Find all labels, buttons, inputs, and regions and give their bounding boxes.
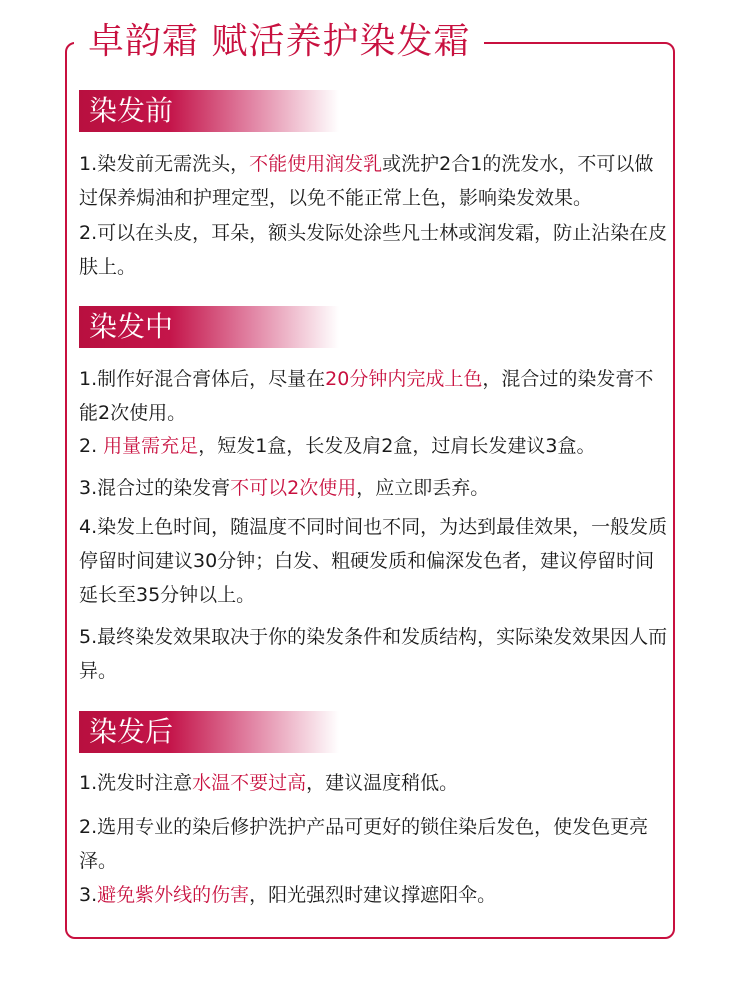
instruction-item: 5.最终染发效果取决于你的染发条件和发质结构，实际染发效果因人而异。: [79, 626, 668, 682]
instruction-item: 3.混合过的染发膏不可以2次使用，应立即丢弃。: [79, 477, 490, 499]
instruction-item: 1.洗发时注意水温不要过高，建议温度稍低。: [79, 772, 459, 794]
instruction-item: 2.可以在头皮，耳朵，额头发际处涂些凡士林或润发霜，防止沾染在皮肤上。: [79, 222, 668, 278]
section-heading-during: [79, 306, 339, 348]
instruction-item: 3.避免紫外线的伤害，阳光强烈时建议撑遮阳伞。: [79, 884, 497, 906]
section-heading-label: 染发前: [89, 94, 174, 127]
page-title: 卓韵霜 赋活养护染发霜: [88, 21, 471, 62]
instruction-item: 1.制作好混合膏体后，尽量在20分钟内完成上色，混合过的染发膏不能2次使用。: [79, 368, 654, 424]
instruction-item: 2.选用专业的染后修护洗护产品可更好的锁住染后发色，使发色更亮泽。: [79, 816, 649, 872]
section-heading-after: [79, 711, 339, 753]
instruction-item: 4.染发上色时间，随温度不同时间也不同，为达到最佳效果，一般发质停留时间建议30分钟；白发、粗硬发质和偏深发色者，建议停留时间延长至35分钟以上。: [79, 516, 668, 606]
highlight-text: 用量需充足: [103, 435, 199, 457]
section-heading-label: 染发后: [89, 715, 174, 748]
section-heading-before: [79, 90, 339, 132]
highlight-text: 避免紫外线的伤害: [97, 884, 250, 906]
highlight-text: 20分钟内完成上色: [325, 368, 483, 390]
title-wrap: [74, 14, 484, 70]
section-heading-label: 染发中: [89, 310, 174, 343]
highlight-text: 不能使用润发乳: [249, 153, 383, 175]
instruction-item: 2. 用量需充足，短发1盒，长发及肩2盒，过肩长发建议3盒。: [79, 435, 596, 457]
instruction-item: 1.染发前无需洗头，不能使用润发乳或洗护2合1的洗发水，不可以做过保养焗油和护理定型，以免不能正常上色，影响染发效果。: [79, 153, 654, 209]
highlight-text: 不可以2次使用: [230, 477, 357, 499]
highlight-text: 水温不要过高: [192, 772, 307, 794]
